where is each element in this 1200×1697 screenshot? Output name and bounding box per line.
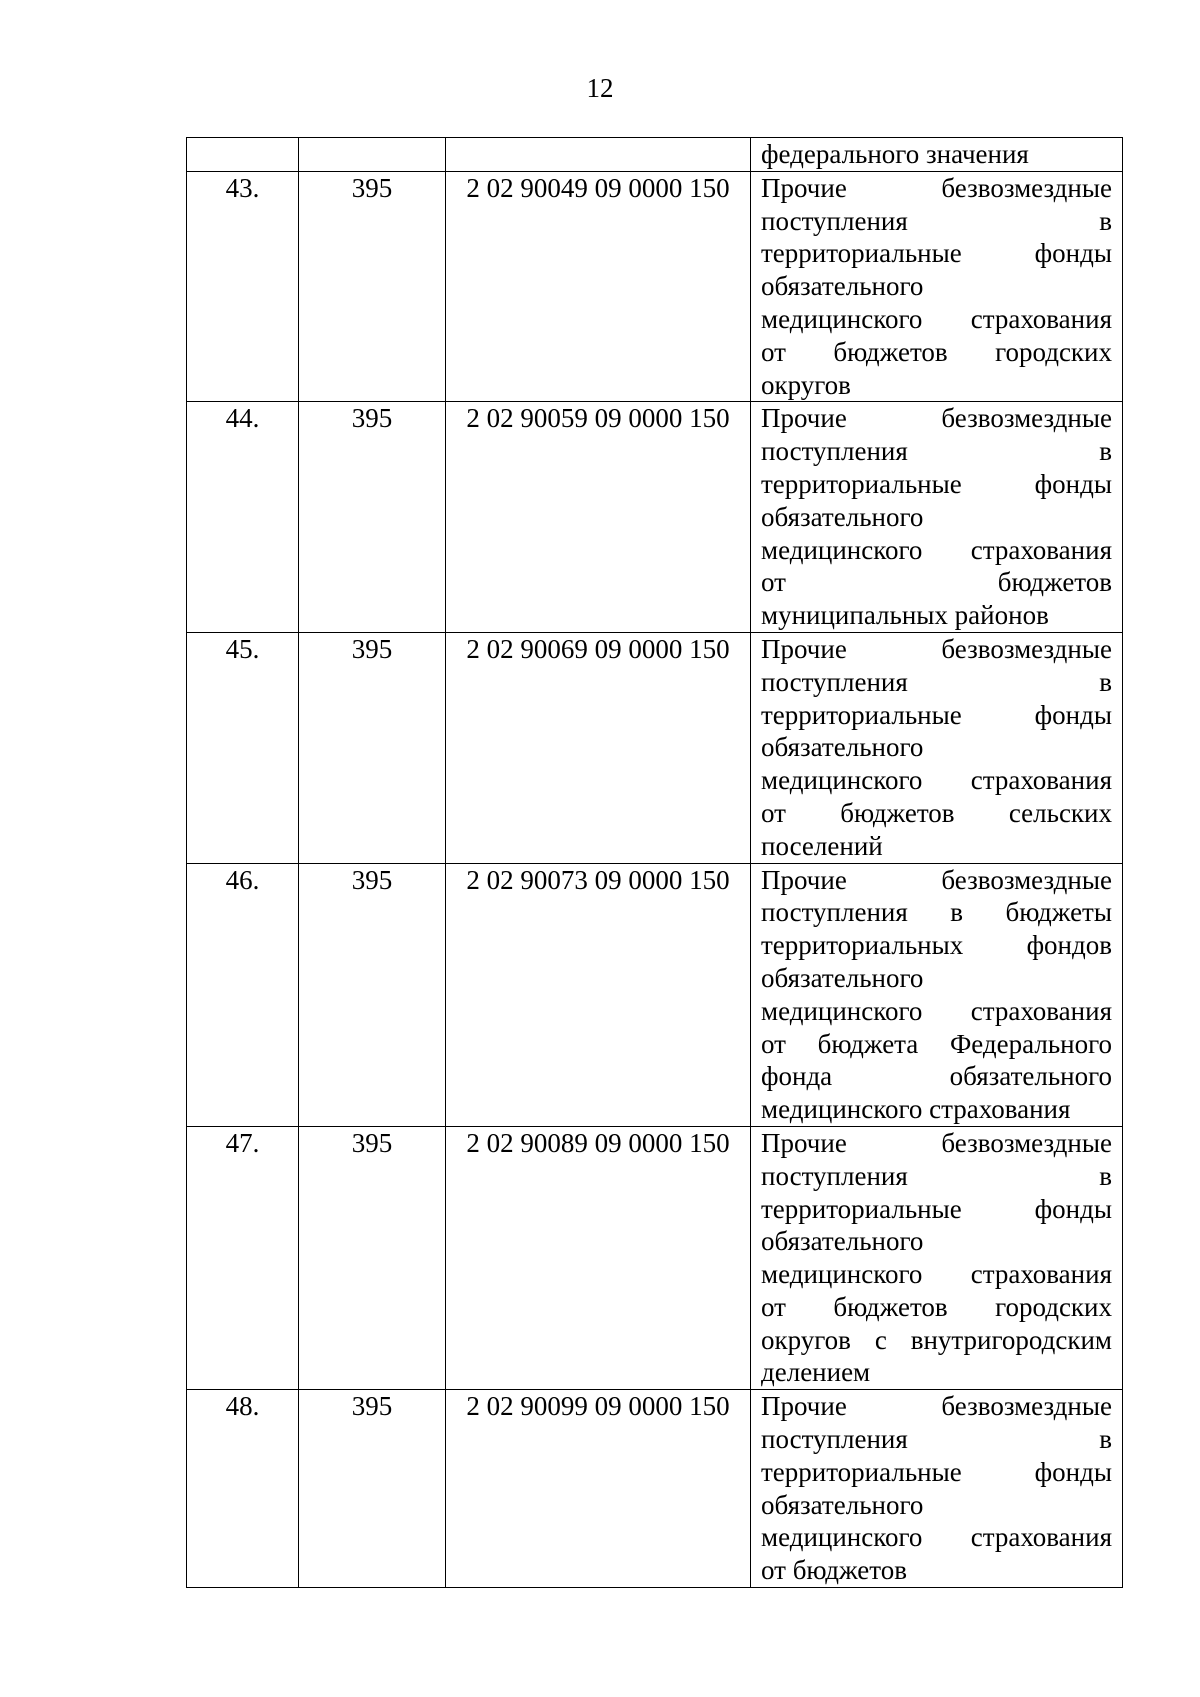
revenue-name-line: медицинского страхования (761, 765, 1112, 796)
revenue-name-line: территориальные фонды (761, 699, 1112, 730)
revenue-name-line: медицинского страхования (761, 1094, 1071, 1125)
revenue-name-line: от бюджетов городских (761, 336, 1112, 367)
revenue-name-line: фонда обязательного (761, 1061, 1112, 1092)
revenue-name-line: обязательного (761, 1226, 924, 1257)
admin-code-cell: 395 (299, 863, 446, 1126)
revenue-name-line: обязательного (761, 271, 924, 302)
revenue-name-line: обязательного (761, 732, 924, 763)
budget-code-cell: 2 02 90069 09 0000 150 (446, 632, 751, 863)
revenue-name-line: территориальные фонды (761, 238, 1112, 269)
budget-code-cell: 2 02 90059 09 0000 150 (446, 402, 751, 633)
revenue-name-line: от бюджетов (761, 567, 1112, 598)
revenue-name-line: от бюджетов (761, 1555, 907, 1586)
table-row (187, 1390, 1123, 1588)
row-number-cell: 43. (187, 171, 299, 402)
budget-code-cell: 2 02 90049 09 0000 150 (446, 171, 751, 402)
revenue-name-line: округов с внутригородским (761, 1324, 1112, 1355)
revenue-name-line: поступления в (761, 1160, 1112, 1191)
revenue-name-line: делением (761, 1357, 871, 1388)
revenue-name-line: от бюджетов сельских (761, 797, 1112, 828)
revenue-codes-table (186, 137, 1123, 1588)
admin-code-cell: 395 (299, 632, 446, 863)
table-row (187, 863, 1123, 1126)
revenue-name-line: территориальные фонды (761, 1193, 1112, 1224)
revenue-name-line: Прочие безвозмездные (761, 633, 1112, 664)
budget-code-cell (446, 138, 751, 172)
revenue-name-line: медицинского страхования (761, 1522, 1112, 1553)
row-number-cell: 48. (187, 1390, 299, 1588)
revenue-name-line: территориальные фонды (761, 468, 1112, 499)
revenue-name-cell (751, 138, 1123, 172)
admin-code-cell: 395 (299, 171, 446, 402)
table-row-continuation (187, 138, 1123, 172)
revenue-name-line: Прочие безвозмездные (761, 1391, 1112, 1422)
revenue-name-cell (751, 171, 1123, 402)
budget-code-cell: 2 02 90089 09 0000 150 (446, 1126, 751, 1389)
revenue-name-cell (751, 1390, 1123, 1588)
revenue-name-line: обязательного (761, 962, 924, 993)
row-number-cell: 44. (187, 402, 299, 633)
revenue-name-line: поступления в бюджеты (761, 897, 1112, 928)
revenue-name-line: обязательного (761, 501, 924, 532)
row-number-cell (187, 138, 299, 172)
revenue-name-line: поступления в (761, 436, 1112, 467)
budget-code-cell: 2 02 90099 09 0000 150 (446, 1390, 751, 1588)
revenue-name-line: медицинского страхования (761, 1259, 1112, 1290)
admin-code-cell (299, 138, 446, 172)
revenue-name-line: медицинского страхования (761, 303, 1112, 334)
revenue-name-line: муниципальных районов (761, 600, 1049, 631)
revenue-name-line: от бюджета Федерального (761, 1028, 1112, 1059)
admin-code-cell: 395 (299, 1126, 446, 1389)
revenue-name-line: Прочие безвозмездные (761, 864, 1112, 895)
revenue-name-cell (751, 863, 1123, 1126)
revenue-name-line: медицинского страхования (761, 534, 1112, 565)
budget-code-cell: 2 02 90073 09 0000 150 (446, 863, 751, 1126)
revenue-name-line: поселений (761, 830, 883, 861)
table-row (187, 402, 1123, 633)
table-row (187, 632, 1123, 863)
admin-code-cell: 395 (299, 402, 446, 633)
revenue-name-line: Прочие безвозмездные (761, 172, 1112, 203)
revenue-name-line: территориальные фонды (761, 1456, 1112, 1487)
table-body (187, 138, 1123, 1588)
revenue-name-line: федерального значения (761, 139, 1029, 169)
revenue-name-cell (751, 402, 1123, 633)
revenue-name-line: Прочие безвозмездные (761, 1127, 1112, 1158)
table-row (187, 1126, 1123, 1389)
revenue-name-cell (751, 632, 1123, 863)
revenue-name-line: поступления в (761, 666, 1112, 697)
revenue-name-cell (751, 1126, 1123, 1389)
revenue-name-line: Прочие безвозмездные (761, 403, 1112, 434)
admin-code-cell: 395 (299, 1390, 446, 1588)
revenue-name-line: от бюджетов городских (761, 1291, 1112, 1322)
revenue-name-line: медицинского страхования (761, 995, 1112, 1026)
revenue-name-line: поступления в (761, 1424, 1112, 1455)
revenue-name-line: округов (761, 369, 851, 400)
revenue-name-line: территориальных фондов (761, 930, 1112, 961)
page-number: 12 (586, 73, 614, 103)
row-number-cell: 47. (187, 1126, 299, 1389)
row-number-cell: 45. (187, 632, 299, 863)
revenue-name-line: поступления в (761, 205, 1112, 236)
revenue-name-line: обязательного (761, 1489, 924, 1520)
row-number-cell: 46. (187, 863, 299, 1126)
table-row (187, 171, 1123, 402)
